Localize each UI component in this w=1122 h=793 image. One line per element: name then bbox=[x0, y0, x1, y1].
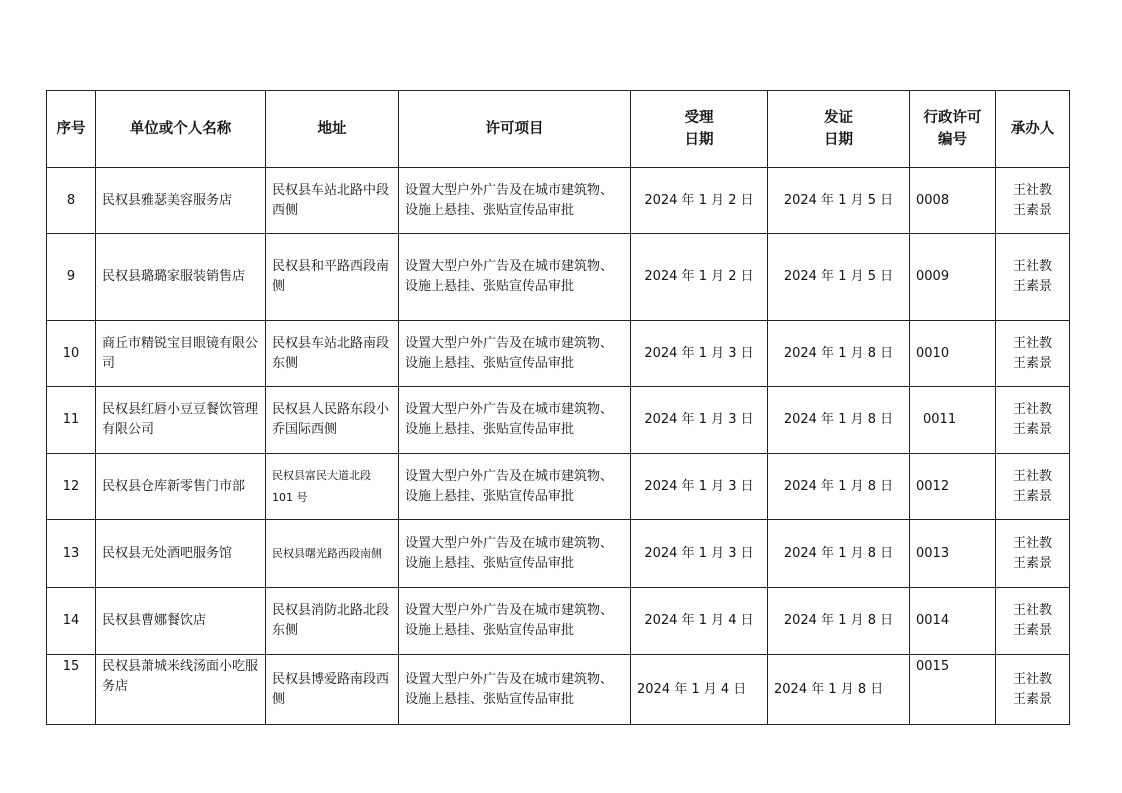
cell-accept-date: 2024 年 1 月 4 日 bbox=[631, 588, 768, 655]
cell-address: 民权县消防北路北段东侧 bbox=[266, 588, 399, 655]
cell-staff bbox=[996, 168, 1070, 234]
header-issue-date bbox=[768, 91, 910, 168]
cell-name: 民权县仓库新零售门市部 bbox=[96, 454, 266, 520]
cell-no: 15 bbox=[47, 655, 96, 725]
staff-line1: 王社教 bbox=[1012, 402, 1052, 417]
cell-name: 民权县红唇小豆豆餐饮管理有限公司 bbox=[96, 387, 266, 454]
cell-issue-date: 2024 年 1 月 8 日 bbox=[768, 321, 910, 387]
table-row bbox=[47, 234, 1070, 321]
cell-item bbox=[399, 321, 631, 387]
cell-item bbox=[399, 520, 631, 588]
header-item: 许可项目 bbox=[399, 91, 631, 168]
cell-name: 民权县璐璐家服装销售店 bbox=[96, 234, 266, 321]
table-row bbox=[47, 520, 1070, 588]
cell-name: 民权县曹娜餐饮店 bbox=[96, 588, 266, 655]
staff-line2: 王素景 bbox=[1012, 279, 1052, 294]
cell-name: 民权县无处酒吧服务馆 bbox=[96, 520, 266, 588]
cell-item bbox=[399, 655, 631, 725]
cell-accept-date: 2024 年 1 月 2 日 bbox=[631, 234, 768, 321]
item-line1: 设置大型户外广告及在城市建筑物、 bbox=[405, 603, 614, 618]
staff-line2: 王素景 bbox=[1012, 691, 1052, 707]
cell-no: 12 bbox=[47, 454, 96, 520]
cell-item bbox=[399, 387, 631, 454]
cell-staff bbox=[996, 387, 1070, 454]
header-permit-code bbox=[910, 91, 996, 168]
cell-item bbox=[399, 588, 631, 655]
item-line2: 设施上悬挂、张贴宣传品审批 bbox=[405, 279, 575, 294]
cell-issue-date: 2024 年 1 月 5 日 bbox=[768, 234, 910, 321]
header-staff: 承办人 bbox=[996, 91, 1070, 168]
table-row bbox=[47, 321, 1070, 387]
cell-address: 民权县人民路东段小乔国际西侧 bbox=[266, 387, 399, 454]
cell-permit-code: 0014 bbox=[910, 588, 996, 655]
item-line1: 设置大型户外广告及在城市建筑物、 bbox=[405, 259, 614, 274]
cell-staff bbox=[996, 454, 1070, 520]
cell-permit-code: 0009 bbox=[910, 234, 996, 321]
cell-permit-code: 0008 bbox=[910, 168, 996, 234]
staff-line1: 王社教 bbox=[1012, 468, 1052, 484]
staff-line2: 王素景 bbox=[1012, 488, 1052, 504]
cell-accept-date: 2024 年 1 月 4 日 bbox=[631, 655, 768, 725]
staff-line1: 王社教 bbox=[1012, 335, 1052, 351]
cell-address: 民权县富民大道北段 101 号 bbox=[266, 454, 399, 520]
item-line2: 设施上悬挂、张贴宣传品审批 bbox=[405, 422, 575, 437]
staff-line2: 王素景 bbox=[1012, 623, 1052, 638]
staff-line1: 王社教 bbox=[1012, 259, 1052, 274]
cell-no: 11 bbox=[47, 387, 96, 454]
cell-permit-code: 0013 bbox=[910, 520, 996, 588]
item-line2: 设施上悬挂、张贴宣传品审批 bbox=[405, 355, 575, 371]
header-issue-line2: 日期 bbox=[824, 132, 853, 148]
item-line2: 设施上悬挂、张贴宣传品审批 bbox=[405, 202, 575, 218]
table-row bbox=[47, 588, 1070, 655]
header-code-line2: 编号 bbox=[938, 132, 967, 148]
cell-address: 民权县车站北路南段东侧 bbox=[266, 321, 399, 387]
cell-no: 10 bbox=[47, 321, 96, 387]
staff-line1: 王社教 bbox=[1012, 671, 1052, 687]
table-row bbox=[47, 387, 1070, 454]
cell-no: 13 bbox=[47, 520, 96, 588]
item-line2: 设施上悬挂、张贴宣传品审批 bbox=[405, 691, 575, 707]
cell-name: 商丘市精锐宝目眼镜有限公司 bbox=[96, 321, 266, 387]
item-line1: 设置大型户外广告及在城市建筑物、 bbox=[405, 402, 614, 417]
header-issue-line1: 发证 bbox=[824, 110, 853, 126]
cell-staff bbox=[996, 655, 1070, 725]
cell-accept-date: 2024 年 1 月 3 日 bbox=[631, 454, 768, 520]
cell-staff bbox=[996, 321, 1070, 387]
cell-staff bbox=[996, 234, 1070, 321]
header-address: 地址 bbox=[266, 91, 399, 168]
table-row bbox=[47, 655, 1070, 725]
cell-accept-date: 2024 年 1 月 3 日 bbox=[631, 387, 768, 454]
header-accept-line2: 日期 bbox=[684, 132, 714, 148]
item-line2: 设施上悬挂、张贴宣传品审批 bbox=[405, 623, 575, 638]
cell-issue-date: 2024 年 1 月 8 日 bbox=[768, 454, 910, 520]
item-line1: 设置大型户外广告及在城市建筑物、 bbox=[405, 182, 614, 198]
cell-accept-date: 2024 年 1 月 2 日 bbox=[631, 168, 768, 234]
header-name: 单位或个人名称 bbox=[96, 91, 266, 168]
cell-permit-code: 0011 bbox=[910, 387, 996, 454]
permit-table bbox=[46, 90, 1070, 725]
cell-no: 8 bbox=[47, 168, 96, 234]
cell-address: 民权县和平路西段南侧 bbox=[266, 234, 399, 321]
header-code-line1: 行政许可 bbox=[923, 110, 982, 126]
item-line1: 设置大型户外广告及在城市建筑物、 bbox=[405, 468, 614, 484]
staff-line1: 王社教 bbox=[1012, 535, 1052, 551]
cell-permit-code: 0012 bbox=[910, 454, 996, 520]
header-no: 序号 bbox=[47, 91, 96, 168]
cell-issue-date: 2024 年 1 月 8 日 bbox=[768, 588, 910, 655]
header-accept-date bbox=[631, 91, 768, 168]
item-line1: 设置大型户外广告及在城市建筑物、 bbox=[405, 535, 614, 551]
cell-address: 民权县博爱路南段西侧 bbox=[266, 655, 399, 725]
cell-permit-code: 0015 bbox=[910, 655, 996, 725]
item-line1: 设置大型户外广告及在城市建筑物、 bbox=[405, 671, 614, 687]
cell-item bbox=[399, 454, 631, 520]
cell-accept-date: 2024 年 1 月 3 日 bbox=[631, 520, 768, 588]
staff-line1: 王社教 bbox=[1012, 603, 1052, 618]
item-line2: 设施上悬挂、张贴宣传品审批 bbox=[405, 555, 575, 571]
table-row bbox=[47, 168, 1070, 234]
cell-accept-date: 2024 年 1 月 3 日 bbox=[631, 321, 768, 387]
cell-no: 14 bbox=[47, 588, 96, 655]
staff-line2: 王素景 bbox=[1012, 202, 1052, 218]
cell-no: 9 bbox=[47, 234, 96, 321]
table-row bbox=[47, 454, 1070, 520]
staff-line2: 王素景 bbox=[1012, 422, 1052, 437]
item-line1: 设置大型户外广告及在城市建筑物、 bbox=[405, 335, 614, 351]
cell-item bbox=[399, 234, 631, 321]
cell-staff bbox=[996, 520, 1070, 588]
item-line2: 设施上悬挂、张贴宣传品审批 bbox=[405, 488, 575, 504]
cell-staff bbox=[996, 588, 1070, 655]
cell-issue-date: 2024 年 1 月 5 日 bbox=[768, 168, 910, 234]
cell-issue-date: 2024 年 1 月 8 日 bbox=[768, 387, 910, 454]
cell-issue-date: 2024 年 1 月 8 日 bbox=[768, 655, 910, 725]
cell-name: 民权县雅瑟美容服务店 bbox=[96, 168, 266, 234]
cell-address: 民权县曙光路西段南侧 bbox=[266, 520, 399, 588]
cell-issue-date: 2024 年 1 月 8 日 bbox=[768, 520, 910, 588]
cell-name: 民权县萧城米线汤面小吃服务店 bbox=[96, 655, 266, 725]
staff-line2: 王素景 bbox=[1012, 555, 1052, 571]
staff-line1: 王社教 bbox=[1012, 182, 1052, 198]
cell-permit-code: 0010 bbox=[910, 321, 996, 387]
staff-line2: 王素景 bbox=[1012, 355, 1052, 371]
header-accept-line1: 受理 bbox=[684, 110, 714, 126]
cell-address: 民权县车站北路中段西侧 bbox=[266, 168, 399, 234]
header-row bbox=[47, 91, 1070, 168]
cell-item bbox=[399, 168, 631, 234]
